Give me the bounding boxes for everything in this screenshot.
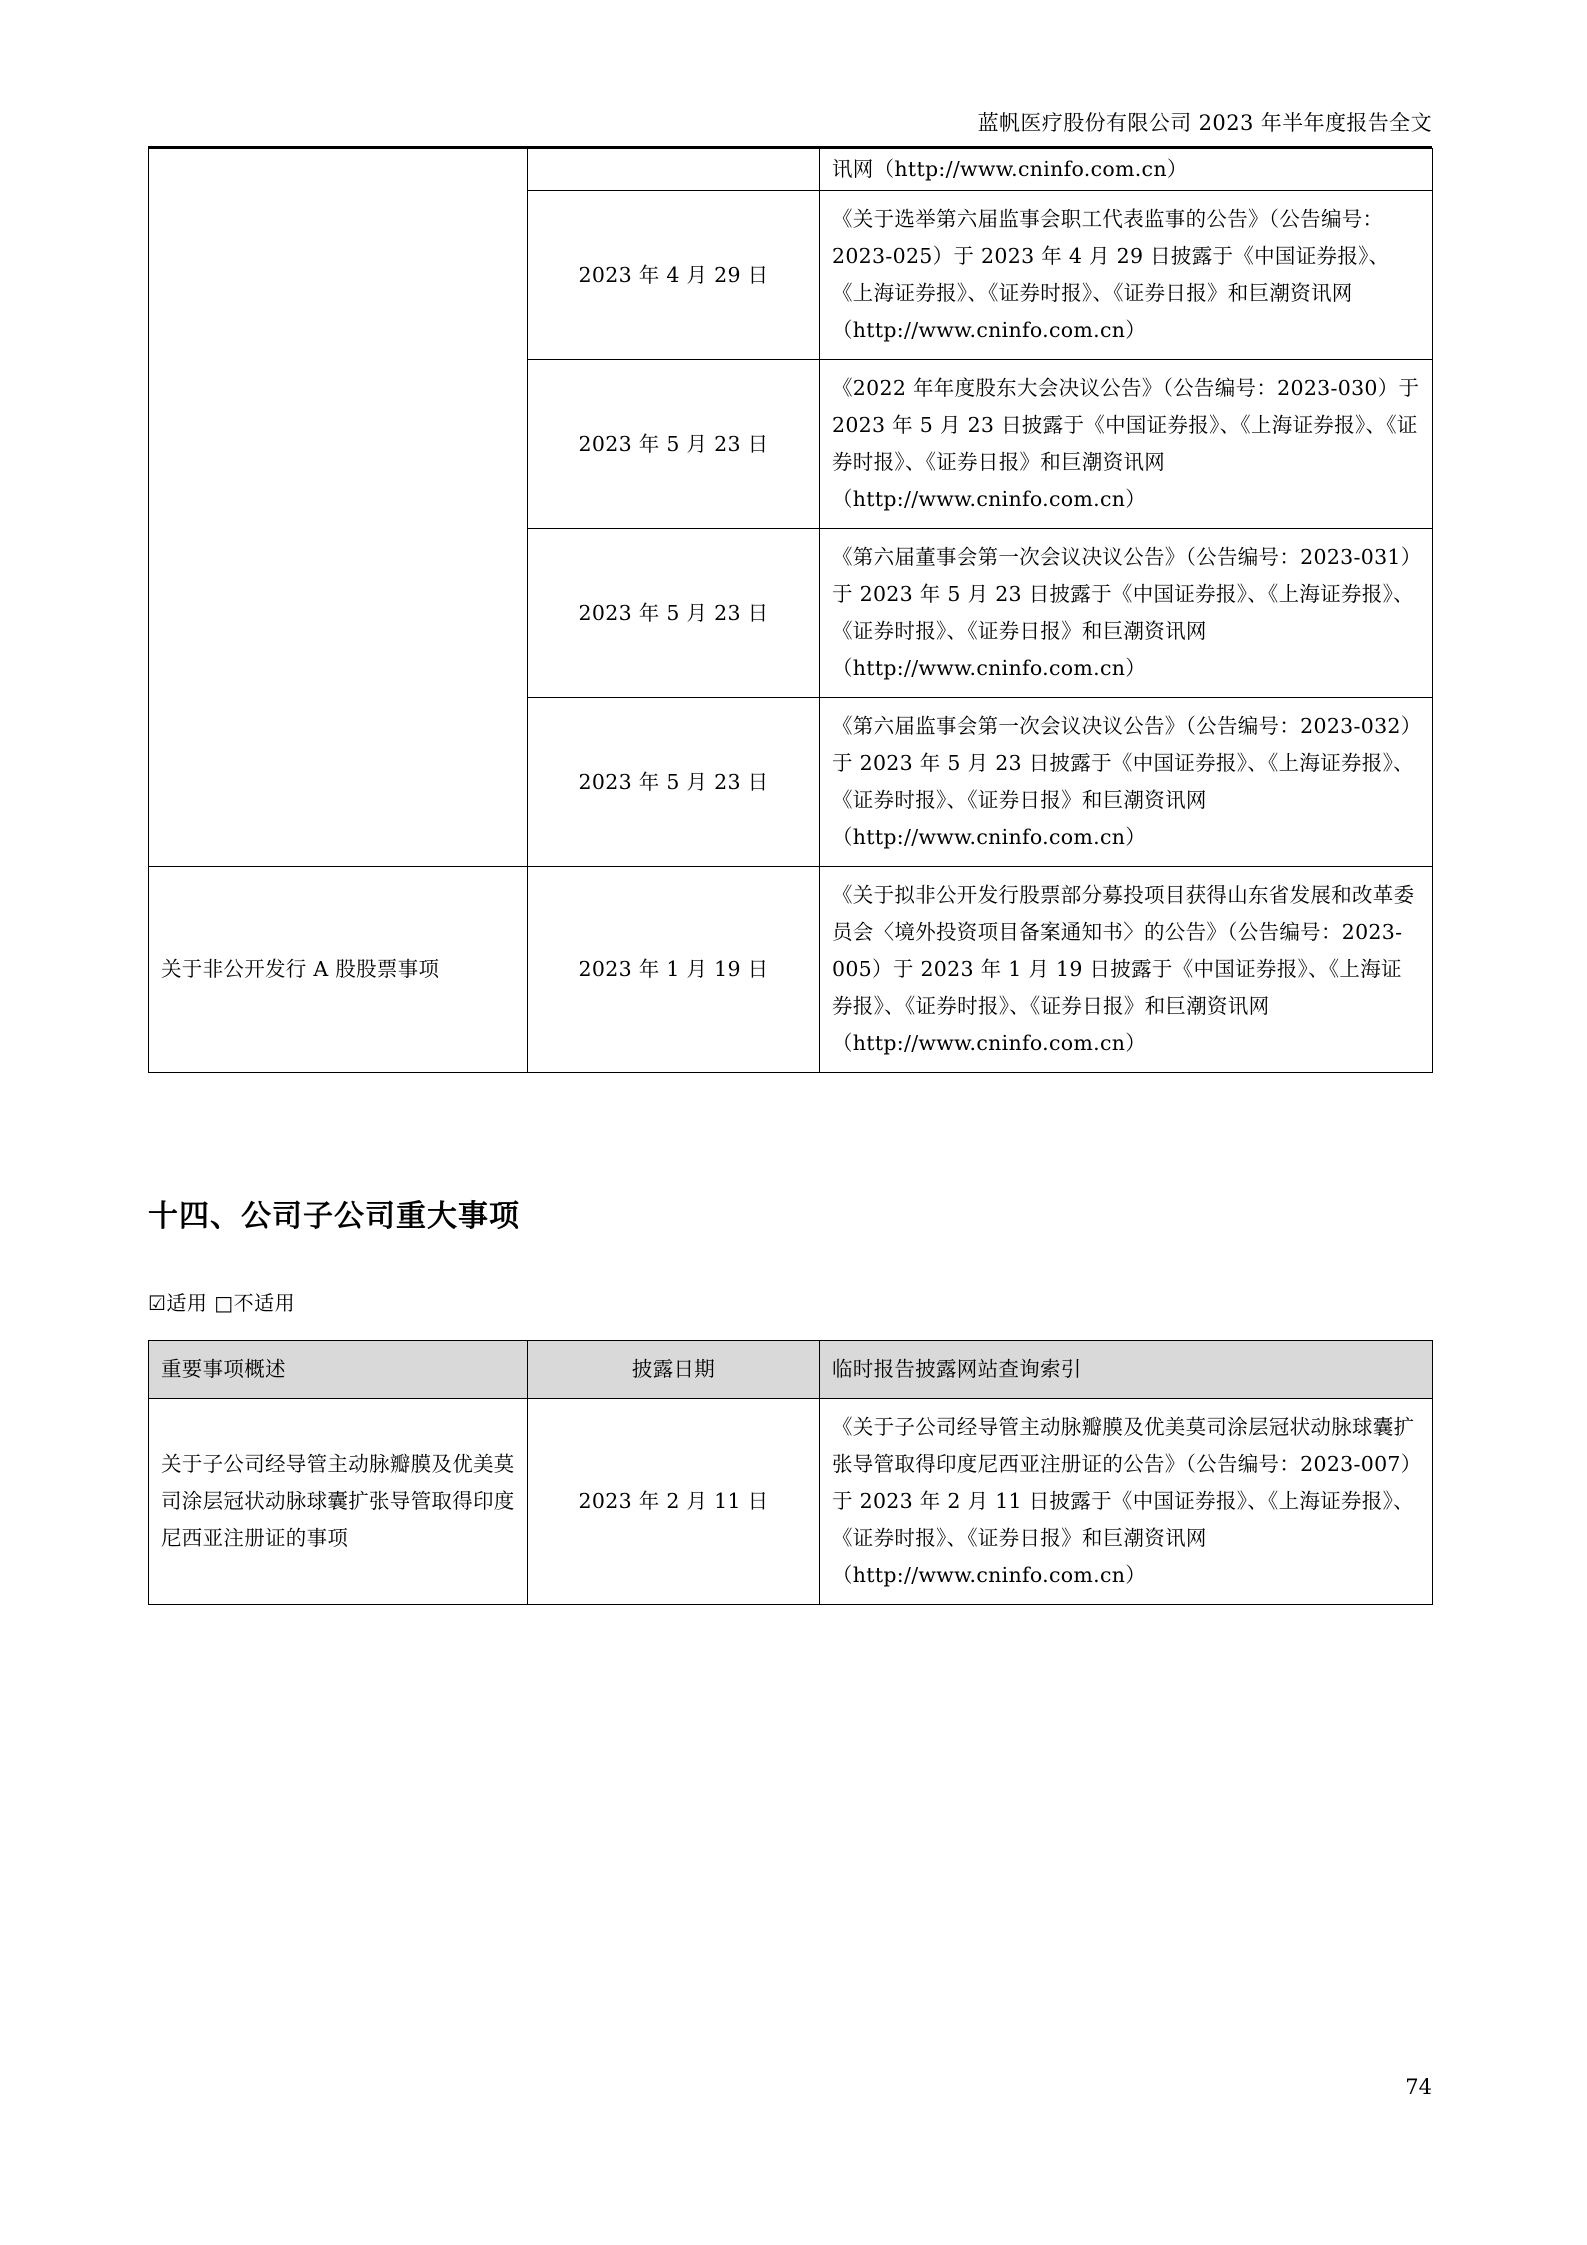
column-header-date: 披露日期	[528, 1341, 820, 1399]
cell-index: 《关于子公司经导管主动脉瓣膜及优美莫司涂层冠状动脉球囊扩张导管取得印度尼西亚注册证的公告》（公告编号：2023-007）于 2023 年 2 月 11 日披露于《中国证券报》、《上海证券报》、《证券时报》、《证券日报》和巨潮资讯网（http://www.cninfo.com.cn）	[820, 1399, 1433, 1605]
cell-index: 《关于拟非公开发行股票部分募投项目获得山东省发展和改革委员会〈境外投资项目备案通知书〉的公告》（公告编号：2023-005）于 2023 年 1 月 19 日披露于《中国证券报》、《上海证券报》、《证券时报》、《证券日报》和巨潮资讯网（http://www.cninfo.com.cn）	[820, 867, 1433, 1073]
cell-topic-continued	[149, 149, 528, 867]
cell-index: 《2022 年年度股东大会决议公告》（公告编号：2023-030）于 2023 年 5 月 23 日披露于《中国证券报》、《上海证券报》、《证券时报》、《证券日报》和巨潮资讯网（http://www.cninfo.com.cn）	[820, 360, 1433, 529]
cell-index: 《第六届监事会第一次会议决议公告》（公告编号：2023-032）于 2023 年 5 月 23 日披露于《中国证券报》、《上海证券报》、《证券时报》、《证券日报》和巨潮资讯网（http://www.cninfo.com.cn）	[820, 698, 1433, 867]
column-header-topic: 重要事项概述	[149, 1341, 528, 1399]
cell-date: 2023 年 5 月 23 日	[528, 529, 820, 698]
section-heading: 十四、公司子公司重大事项	[148, 1199, 520, 1234]
cell-index: 《关于选举第六届监事会职工代表监事的公告》（公告编号：2023-025）于 2023 年 4 月 29 日披露于《中国证券报》、《上海证券报》、《证券时报》、《证券日报》和巨潮资讯网（http://www.cninfo.com.cn）	[820, 191, 1433, 360]
table-row	[149, 867, 1433, 1073]
cell-topic: 关于子公司经导管主动脉瓣膜及优美莫司涂层冠状动脉球囊扩张导管取得印度尼西亚注册证的事项	[149, 1399, 528, 1605]
column-header-index: 临时报告披露网站查询索引	[820, 1341, 1433, 1399]
cell-date-continued	[528, 149, 820, 191]
announcements-table	[148, 148, 1433, 1073]
cell-date: 2023 年 4 月 29 日	[528, 191, 820, 360]
cell-date: 2023 年 2 月 11 日	[528, 1399, 820, 1605]
table-row	[149, 149, 1433, 191]
table-header-row	[149, 1341, 1433, 1399]
cell-date: 2023 年 5 月 23 日	[528, 360, 820, 529]
cell-index-continued: 讯网（http://www.cninfo.com.cn）	[820, 149, 1433, 191]
cell-index: 《第六届董事会第一次会议决议公告》（公告编号：2023-031）于 2023 年 5 月 23 日披露于《中国证券报》、《上海证券报》、《证券时报》、《证券日报》和巨潮资讯网（http://www.cninfo.com.cn）	[820, 529, 1433, 698]
cell-date: 2023 年 5 月 23 日	[528, 698, 820, 867]
cell-topic: 关于非公开发行 A 股股票事项	[149, 867, 528, 1073]
cell-date: 2023 年 1 月 19 日	[528, 867, 820, 1073]
page-number: 74	[1405, 2075, 1432, 2099]
running-header-title: 蓝帆医疗股份有限公司 2023 年半年度报告全文	[977, 111, 1432, 135]
subsidiary-events-table	[148, 1340, 1433, 1605]
table-row	[149, 1399, 1433, 1605]
applicability-marker: ☑适用 □不适用	[148, 1291, 296, 1315]
